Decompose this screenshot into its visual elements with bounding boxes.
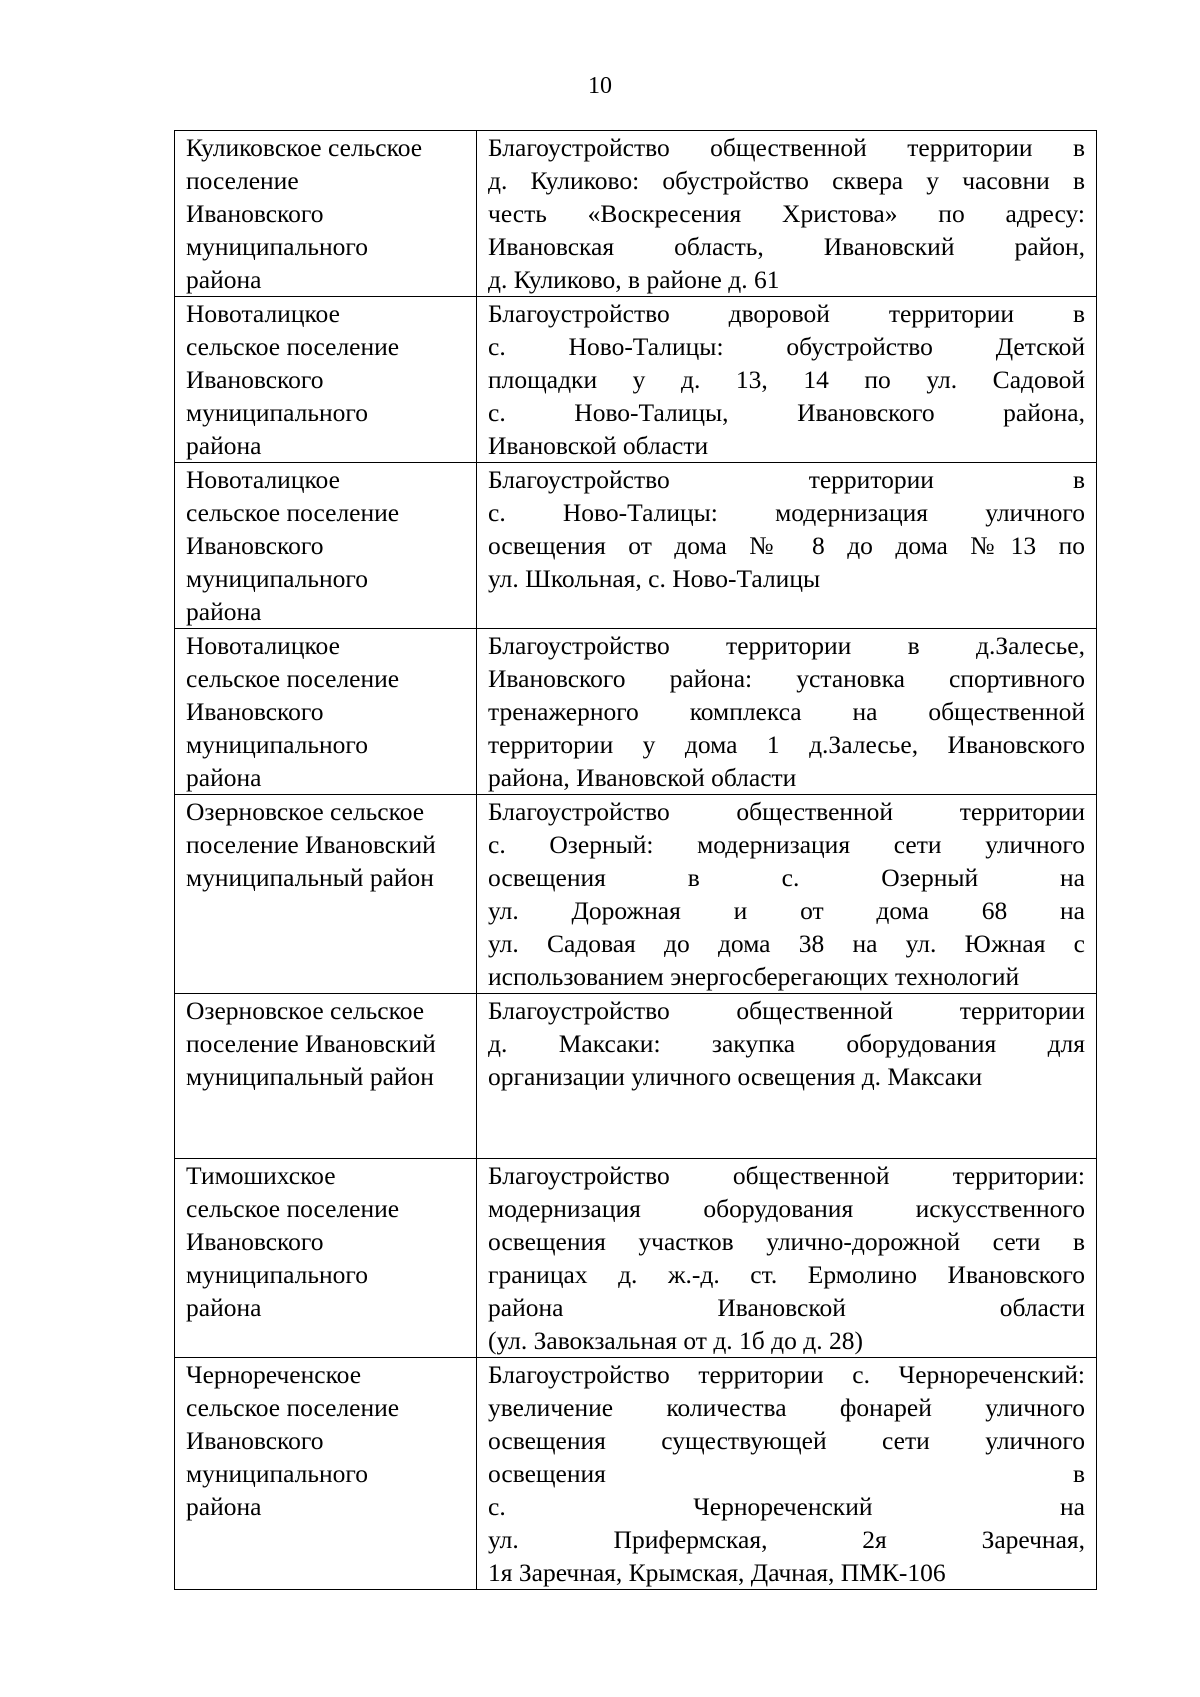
description-line: д. Максаки: закупка оборудования для (488, 1029, 1085, 1058)
description-line: Ивановского района: установка спортивного (488, 664, 1085, 693)
description-line: организации уличного освещения д. Максаки (488, 1062, 983, 1091)
table-row (175, 463, 1097, 629)
description-line: Благоустройство территории с. Чернореченский: (488, 1360, 1085, 1389)
description-line: Благоустройство общественной территории (488, 797, 1085, 826)
description-line: д. Куликово, в районе д. 61 (488, 265, 780, 294)
settlement-cell: Куликовское сельское поселение Ивановского муниципального района (175, 131, 477, 297)
description-line: Благоустройство общественной территории: (488, 1161, 1085, 1190)
description-line: (ул. Завокзальная от д. 1б до д. 28) (488, 1326, 863, 1355)
description-line: Ивановской области (488, 431, 709, 460)
settlement-cell: Тимошихское сельское поселение Ивановского муниципального района (175, 1159, 477, 1358)
description-cell (477, 463, 1097, 629)
description-cell (477, 629, 1097, 795)
page-number: 10 (588, 73, 612, 99)
description-line: ул. Школьная, с. Ново-Талицы (488, 564, 821, 593)
settlement-cell: Чернореченское сельское поселение Ивановского муниципального района (175, 1358, 477, 1590)
settlement-cell: Новоталицкое сельское поселение Ивановского муниципального района (175, 463, 477, 629)
description-line: использованием энергосберегающих технологий (488, 962, 1020, 991)
description-cell (477, 297, 1097, 463)
description-cell (477, 1358, 1097, 1590)
description-cell (477, 994, 1097, 1159)
description-line: освещения от дома № 8 до дома №13 по (488, 531, 1085, 560)
description-cell (477, 1159, 1097, 1358)
description-line: границах д. ж.-д. ст. Ермолино Ивановского (488, 1260, 1085, 1289)
description-line: с. Ново-Талицы: модернизация уличного (488, 498, 1085, 527)
description-line: освещения участков улично-дорожной сети в (488, 1227, 1085, 1256)
description-line: Ивановская область, Ивановский район, (488, 232, 1085, 261)
description-line: района Ивановской области (488, 1293, 1085, 1322)
description-line: освещения в (488, 1459, 1085, 1488)
description-line: ул. Дорожная и от дома 68 на (488, 896, 1085, 925)
table-row (175, 994, 1097, 1159)
description-line: освещения в с. Озерный на (488, 863, 1085, 892)
settlement-cell: Озерновское сельское поселение Ивановский муниципальный район (175, 795, 477, 994)
settlement-cell: Новоталицкое сельское поселение Ивановского муниципального района (175, 297, 477, 463)
table-row (175, 1358, 1097, 1590)
description-line: с. Озерный: модернизация сети уличного (488, 830, 1085, 859)
description-line: района, Ивановской области (488, 763, 797, 792)
description-line: честь «Воскресения Христова» по адресу: (488, 199, 1085, 228)
table-row (175, 1159, 1097, 1358)
description-line: д. Куликово: обустройство сквера у часовни в (488, 166, 1085, 195)
settlements-table (174, 130, 1097, 1590)
description-line: Благоустройство дворовой территории в (488, 299, 1085, 328)
description-line: освещения существующей сети уличного (488, 1426, 1085, 1455)
table-row (175, 795, 1097, 994)
description-cell (477, 131, 1097, 297)
description-line: с. Ново-Талицы, Ивановского района, (488, 398, 1085, 427)
description-line: тренажерного комплекса на общественной (488, 697, 1085, 726)
description-cell (477, 795, 1097, 994)
description-line: ул. Прифермская, 2я Заречная, (488, 1525, 1085, 1554)
description-line: модернизация оборудования искусственного (488, 1194, 1085, 1223)
table-row (175, 297, 1097, 463)
description-line: Благоустройство общественной территории в (488, 133, 1085, 162)
settlement-cell: Новоталицкое сельское поселение Ивановского муниципального района (175, 629, 477, 795)
description-line: площадки у д. 13, 14 по ул. Садовой (488, 365, 1085, 394)
description-line: с. Ново-Талицы: обустройство Детской (488, 332, 1085, 361)
description-line: 1я Заречная, Крымская, Дачная, ПМК-106 (488, 1558, 946, 1587)
description-line: с. Чернореченский на (488, 1492, 1085, 1521)
description-line: ул. Садовая до дома 38 на ул. Южная с (488, 929, 1085, 958)
description-line: Благоустройство территории в (488, 465, 1085, 494)
description-line: территории у дома 1 д.Залесье, Ивановского (488, 730, 1085, 759)
settlement-cell: Озерновское сельское поселение Ивановский муниципальный район (175, 994, 477, 1159)
description-line: Благоустройство территории в д.Залесье, (488, 631, 1085, 660)
description-line: увеличение количества фонарей уличного (488, 1393, 1085, 1422)
table-row (175, 131, 1097, 297)
description-line: Благоустройство общественной территории (488, 996, 1085, 1025)
table-row (175, 629, 1097, 795)
settlements-table-body (175, 131, 1097, 1590)
